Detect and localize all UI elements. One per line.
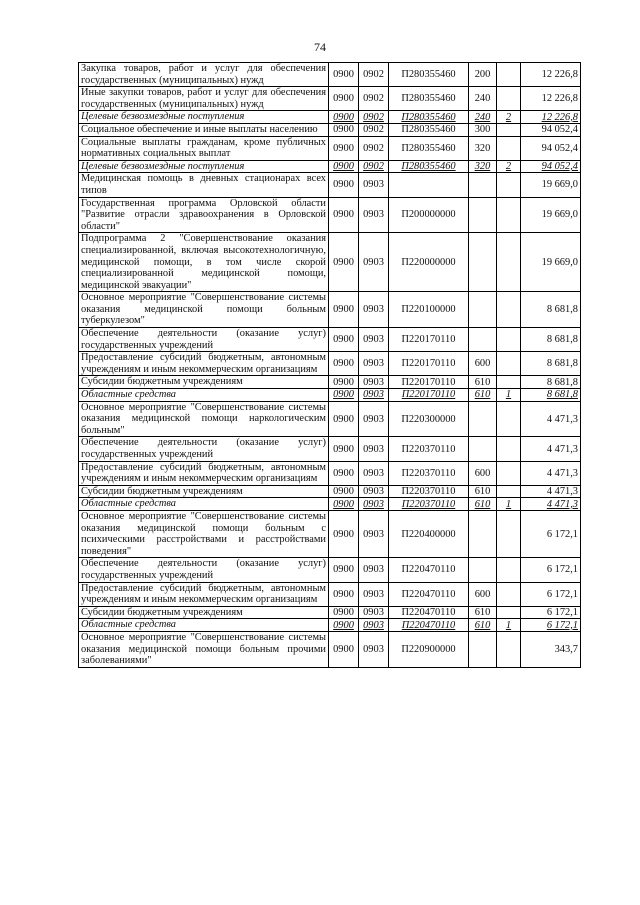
target-article-code: П220370110 <box>389 437 469 461</box>
target-article-code: П280355460 <box>389 87 469 111</box>
funding-source-code <box>497 437 521 461</box>
table-row <box>79 136 581 160</box>
funding-source-code: 2 <box>497 111 521 124</box>
section-code: 0900 <box>329 461 359 485</box>
subsection-code: 0903 <box>359 376 389 389</box>
subsection-code: 0902 <box>359 160 389 173</box>
amount: 8 681,8 <box>521 389 581 402</box>
funding-source-code <box>497 510 521 557</box>
row-name: Государственная программа Орловской области "Развитие отрасли здравоохранения в Орловской области" <box>79 197 329 233</box>
section-code: 0900 <box>329 111 359 124</box>
target-article-code: П220470110 <box>389 606 469 619</box>
expense-type-code: 200 <box>469 63 497 87</box>
expense-type-code <box>469 437 497 461</box>
amount: 19 669,0 <box>521 173 581 197</box>
funding-source-code <box>497 352 521 376</box>
subsection-code: 0903 <box>359 389 389 402</box>
expense-type-code <box>469 197 497 233</box>
target-article-code: П220400000 <box>389 510 469 557</box>
amount: 4 471,3 <box>521 498 581 511</box>
amount: 12 226,8 <box>521 87 581 111</box>
section-code: 0900 <box>329 606 359 619</box>
section-code: 0900 <box>329 631 359 667</box>
target-article-code: П220170110 <box>389 389 469 402</box>
table-row <box>79 558 581 582</box>
table-row <box>79 197 581 233</box>
table-row <box>79 123 581 136</box>
target-article-code: П220300000 <box>389 401 469 437</box>
amount: 8 681,8 <box>521 352 581 376</box>
subsection-code: 0902 <box>359 87 389 111</box>
target-article-code <box>389 173 469 197</box>
target-article-code: П280355460 <box>389 123 469 136</box>
section-code: 0900 <box>329 498 359 511</box>
target-article-code: П220370110 <box>389 461 469 485</box>
subsection-code: 0902 <box>359 63 389 87</box>
funding-source-code <box>497 631 521 667</box>
subsection-code: 0903 <box>359 401 389 437</box>
subsection-code: 0903 <box>359 292 389 328</box>
subsection-code: 0903 <box>359 582 389 606</box>
expense-type-code <box>469 510 497 557</box>
expense-type-code: 600 <box>469 352 497 376</box>
expense-type-code: 600 <box>469 582 497 606</box>
funding-source-code <box>497 197 521 233</box>
section-code: 0900 <box>329 233 359 292</box>
amount: 12 226,8 <box>521 63 581 87</box>
row-name: Предоставление субсидий бюджетным, автономным учреждениям и иным некоммерческим организациям <box>79 352 329 376</box>
section-code: 0900 <box>329 619 359 632</box>
table-row <box>79 619 581 632</box>
section-code: 0900 <box>329 136 359 160</box>
row-name: Предоставление субсидий бюджетным, автономным учреждениям и иным некоммерческим организациям <box>79 582 329 606</box>
target-article-code: П220370110 <box>389 485 469 498</box>
section-code: 0900 <box>329 160 359 173</box>
expense-type-code: 320 <box>469 136 497 160</box>
section-code: 0900 <box>329 485 359 498</box>
target-article-code: П280355460 <box>389 160 469 173</box>
row-name: Предоставление субсидий бюджетным, автономным учреждениям и иным некоммерческим организациям <box>79 461 329 485</box>
amount: 8 681,8 <box>521 328 581 352</box>
budget-table-body <box>79 63 581 668</box>
amount: 6 172,1 <box>521 582 581 606</box>
amount: 8 681,8 <box>521 376 581 389</box>
funding-source-code <box>497 292 521 328</box>
amount: 94 052,4 <box>521 160 581 173</box>
expense-type-code: 240 <box>469 111 497 124</box>
row-name: Медицинская помощь в дневных стационарах всех типов <box>79 173 329 197</box>
table-row <box>79 461 581 485</box>
funding-source-code: 1 <box>497 498 521 511</box>
subsection-code: 0903 <box>359 173 389 197</box>
row-name: Субсидии бюджетным учреждениям <box>79 376 329 389</box>
table-row <box>79 376 581 389</box>
section-code: 0900 <box>329 197 359 233</box>
target-article-code: П220370110 <box>389 498 469 511</box>
section-code: 0900 <box>329 292 359 328</box>
amount: 19 669,0 <box>521 197 581 233</box>
row-name: Целевые безвозмездные поступления <box>79 111 329 124</box>
funding-source-code <box>497 233 521 292</box>
expense-type-code: 610 <box>469 389 497 402</box>
section-code: 0900 <box>329 582 359 606</box>
target-article-code: П220900000 <box>389 631 469 667</box>
subsection-code: 0902 <box>359 136 389 160</box>
row-name: Областные средства <box>79 389 329 402</box>
section-code: 0900 <box>329 328 359 352</box>
amount: 12 226,8 <box>521 111 581 124</box>
table-row <box>79 233 581 292</box>
section-code: 0900 <box>329 389 359 402</box>
amount: 4 471,3 <box>521 401 581 437</box>
target-article-code: П280355460 <box>389 111 469 124</box>
section-code: 0900 <box>329 123 359 136</box>
table-row <box>79 510 581 557</box>
amount: 19 669,0 <box>521 233 581 292</box>
funding-source-code <box>497 123 521 136</box>
target-article-code: П220100000 <box>389 292 469 328</box>
expense-type-code: 240 <box>469 87 497 111</box>
table-row <box>79 389 581 402</box>
amount: 4 471,3 <box>521 437 581 461</box>
expense-type-code <box>469 328 497 352</box>
section-code: 0900 <box>329 401 359 437</box>
expense-type-code <box>469 401 497 437</box>
funding-source-code <box>497 558 521 582</box>
funding-source-code <box>497 376 521 389</box>
row-name: Иные закупки товаров, работ и услуг для обеспечения государственных (муниципальных) нужд <box>79 87 329 111</box>
row-name: Субсидии бюджетным учреждениям <box>79 485 329 498</box>
section-code: 0900 <box>329 87 359 111</box>
section-code: 0900 <box>329 437 359 461</box>
expense-type-code: 320 <box>469 160 497 173</box>
target-article-code: П220470110 <box>389 619 469 632</box>
subsection-code: 0902 <box>359 123 389 136</box>
funding-source-code <box>497 328 521 352</box>
subsection-code: 0903 <box>359 619 389 632</box>
expense-type-code <box>469 558 497 582</box>
row-name: Основное мероприятие "Совершенствование системы оказания медицинской помощи больным с психическими расстройствами и расстройствами поведения" <box>79 510 329 557</box>
expense-type-code: 610 <box>469 606 497 619</box>
row-name: Основное мероприятие "Совершенствование системы оказания медицинской помощи больным туберкулезом" <box>79 292 329 328</box>
row-name: Целевые безвозмездные поступления <box>79 160 329 173</box>
row-name: Обеспечение деятельности (оказание услуг) государственных учреждений <box>79 328 329 352</box>
row-name: Областные средства <box>79 498 329 511</box>
row-name: Субсидии бюджетным учреждениям <box>79 606 329 619</box>
table-row <box>79 437 581 461</box>
funding-source-code <box>497 461 521 485</box>
amount: 6 172,1 <box>521 619 581 632</box>
target-article-code: П220170110 <box>389 352 469 376</box>
row-name: Основное мероприятие "Совершенствование системы оказания медицинской помощи наркологическим больным" <box>79 401 329 437</box>
table-row <box>79 63 581 87</box>
funding-source-code <box>497 87 521 111</box>
amount: 94 052,4 <box>521 136 581 160</box>
section-code: 0900 <box>329 510 359 557</box>
target-article-code: П220000000 <box>389 233 469 292</box>
row-name: Подпрограмма 2 "Совершенствование оказания специализированной, включая высокотехнологичную, медицинской помощи, в том числе скорой специализированной медицинской помощи, медицинской эвакуации" <box>79 233 329 292</box>
amount: 4 471,3 <box>521 485 581 498</box>
subsection-code: 0903 <box>359 558 389 582</box>
row-name: Областные средства <box>79 619 329 632</box>
amount: 6 172,1 <box>521 558 581 582</box>
target-article-code: П280355460 <box>389 136 469 160</box>
subsection-code: 0903 <box>359 498 389 511</box>
page-number: 74 <box>314 40 326 54</box>
subsection-code: 0903 <box>359 437 389 461</box>
amount: 6 172,1 <box>521 606 581 619</box>
subsection-code: 0903 <box>359 606 389 619</box>
row-name: Социальные выплаты гражданам, кроме публичных нормативных социальных выплат <box>79 136 329 160</box>
expense-type-code: 600 <box>469 461 497 485</box>
target-article-code: П220470110 <box>389 582 469 606</box>
expense-type-code <box>469 173 497 197</box>
row-name: Закупка товаров, работ и услуг для обеспечения государственных (муниципальных) нужд <box>79 63 329 87</box>
table-row <box>79 498 581 511</box>
table-row <box>79 292 581 328</box>
target-article-code: П220470110 <box>389 558 469 582</box>
expense-type-code: 610 <box>469 485 497 498</box>
row-name: Обеспечение деятельности (оказание услуг) государственных учреждений <box>79 558 329 582</box>
table-row <box>79 173 581 197</box>
funding-source-code: 1 <box>497 619 521 632</box>
funding-source-code <box>497 401 521 437</box>
funding-source-code <box>497 136 521 160</box>
expense-type-code <box>469 292 497 328</box>
target-article-code: П280355460 <box>389 63 469 87</box>
row-name: Основное мероприятие "Совершенствование системы оказания медицинской помощи больным прочими заболеваниями" <box>79 631 329 667</box>
subsection-code: 0902 <box>359 111 389 124</box>
expense-type-code: 300 <box>469 123 497 136</box>
subsection-code: 0903 <box>359 328 389 352</box>
amount: 8 681,8 <box>521 292 581 328</box>
subsection-code: 0903 <box>359 352 389 376</box>
amount: 4 471,3 <box>521 461 581 485</box>
funding-source-code: 2 <box>497 160 521 173</box>
budget-table <box>78 62 581 668</box>
expense-type-code: 610 <box>469 498 497 511</box>
amount: 6 172,1 <box>521 510 581 557</box>
subsection-code: 0903 <box>359 233 389 292</box>
funding-source-code: 1 <box>497 389 521 402</box>
expense-type-code <box>469 233 497 292</box>
table-row <box>79 606 581 619</box>
table-row <box>79 401 581 437</box>
expense-type-code: 610 <box>469 376 497 389</box>
subsection-code: 0903 <box>359 510 389 557</box>
funding-source-code <box>497 485 521 498</box>
target-article-code: П220170110 <box>389 328 469 352</box>
section-code: 0900 <box>329 376 359 389</box>
amount: 343,7 <box>521 631 581 667</box>
expense-type-code <box>469 631 497 667</box>
table-row <box>79 87 581 111</box>
section-code: 0900 <box>329 558 359 582</box>
subsection-code: 0903 <box>359 197 389 233</box>
table-row <box>79 485 581 498</box>
section-code: 0900 <box>329 173 359 197</box>
subsection-code: 0903 <box>359 485 389 498</box>
section-code: 0900 <box>329 352 359 376</box>
expense-type-code: 610 <box>469 619 497 632</box>
table-row <box>79 328 581 352</box>
table-row <box>79 582 581 606</box>
funding-source-code <box>497 606 521 619</box>
target-article-code: П200000000 <box>389 197 469 233</box>
target-article-code: П220170110 <box>389 376 469 389</box>
subsection-code: 0903 <box>359 461 389 485</box>
table-row <box>79 352 581 376</box>
table-row <box>79 631 581 667</box>
subsection-code: 0903 <box>359 631 389 667</box>
row-name: Социальное обеспечение и иные выплаты населению <box>79 123 329 136</box>
funding-source-code <box>497 173 521 197</box>
amount: 94 052,4 <box>521 123 581 136</box>
table-row <box>79 160 581 173</box>
section-code: 0900 <box>329 63 359 87</box>
funding-source-code <box>497 63 521 87</box>
table-row <box>79 111 581 124</box>
row-name: Обеспечение деятельности (оказание услуг) государственных учреждений <box>79 437 329 461</box>
funding-source-code <box>497 582 521 606</box>
